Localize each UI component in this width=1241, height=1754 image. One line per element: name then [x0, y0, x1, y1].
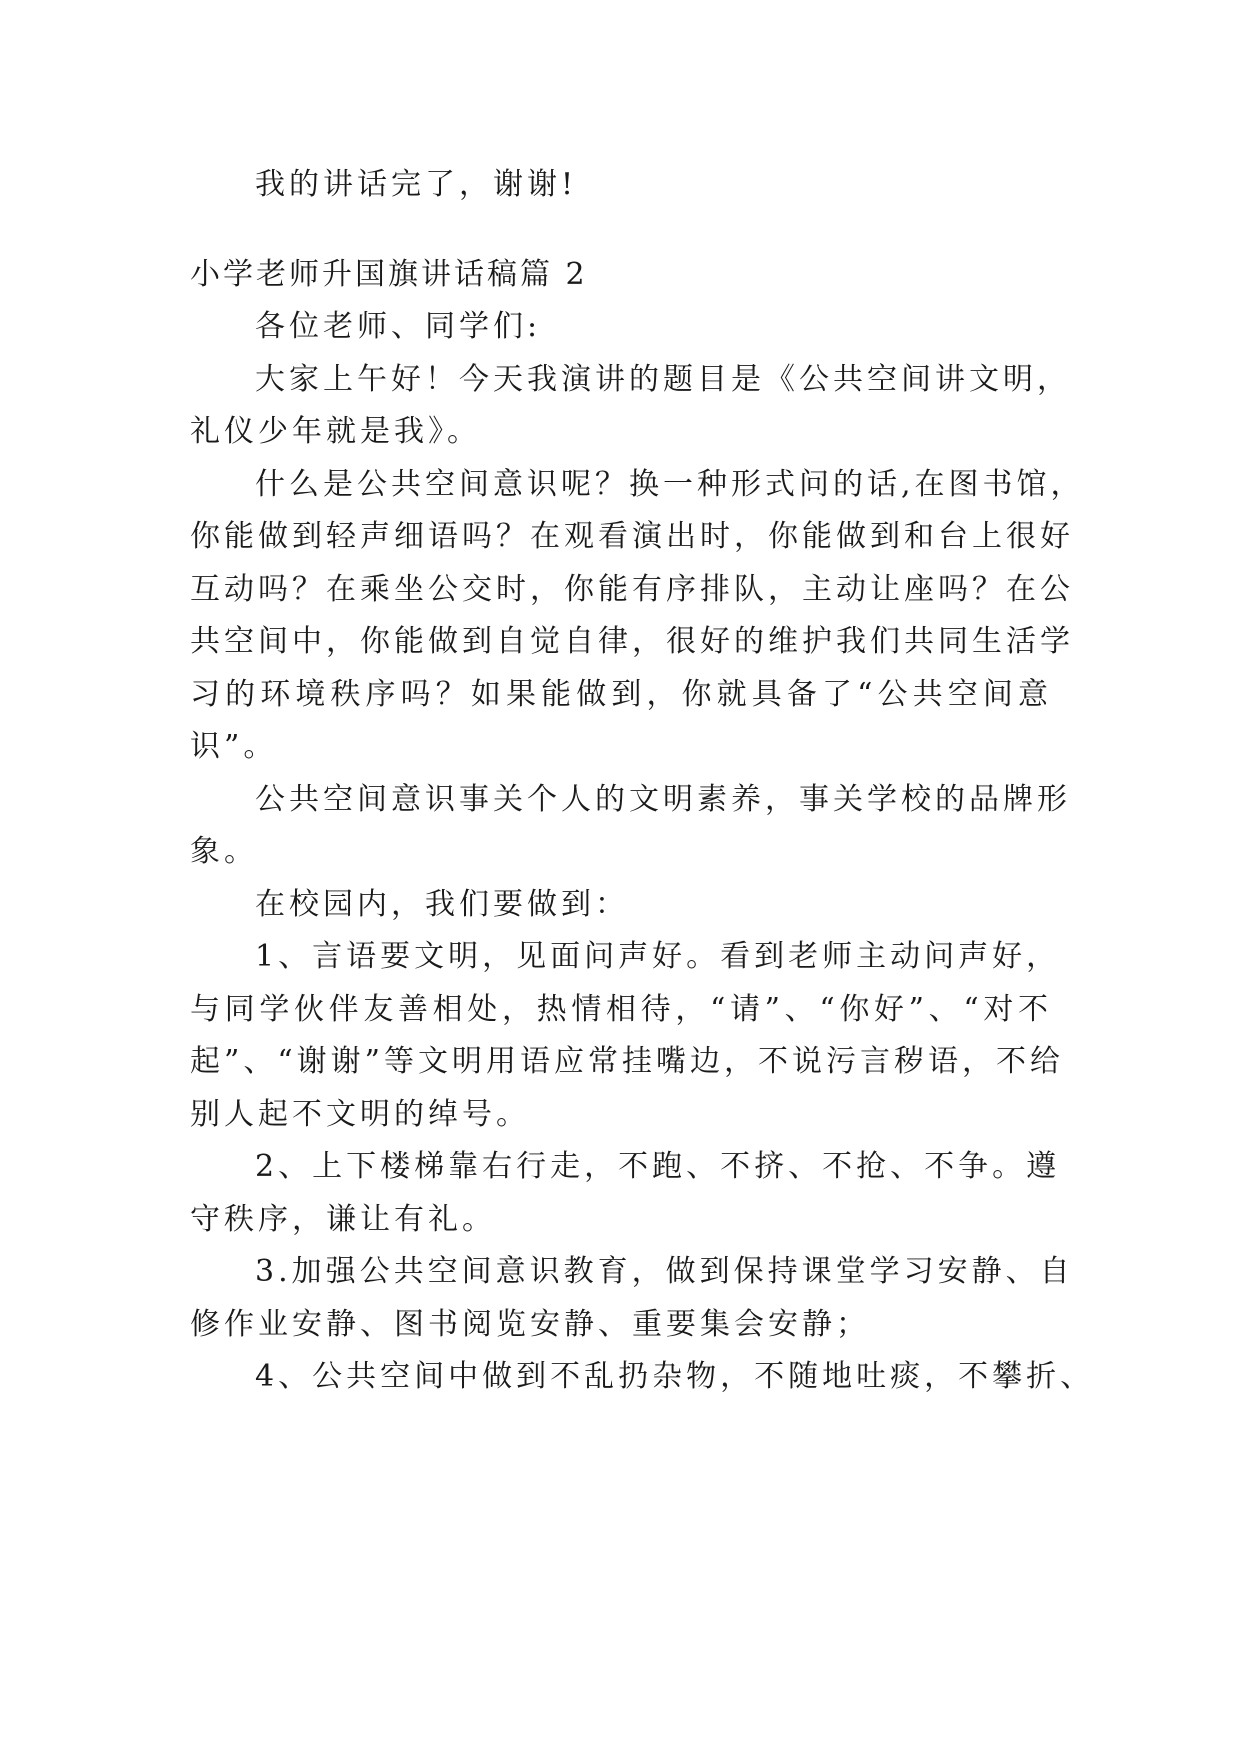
paragraph-line: 起”、“谢谢”等文明用语应常挂嘴边，不说污言秽语，不给 [190, 1044, 1065, 1079]
paragraph-line: 2、上下楼梯靠右行走，不跑、不挤、不抢、不争。遵 [255, 1149, 1061, 1184]
paragraph-line: 1、言语要文明，见面问声好。看到老师主动问声好， [255, 939, 1061, 974]
paragraph-line: 互动吗？在乘坐公交时，你能有序排队，主动让座吗？在公 [190, 572, 1074, 607]
paragraph-line: 你能做到轻声细语吗？在观看演出时，你能做到和台上很好 [190, 519, 1074, 554]
paragraph-line: 守秩序，谦让有礼。 [190, 1202, 496, 1237]
paragraph-line: 习的环境秩序吗？如果能做到，你就具备了“公共空间意 [190, 677, 1052, 712]
paragraph-line: 礼仪少年就是我》。 [190, 414, 481, 449]
paragraph-line: 共空间中，你能做到自觉自律，很好的维护我们共同生活学 [190, 624, 1074, 659]
paragraph-line: 3.加强公共空间意识教育，做到保持课堂学习安静、自 [255, 1254, 1074, 1289]
salutation: 各位老师、同学们: [255, 309, 542, 344]
paragraph-line: 在校园内，我们要做到： [255, 887, 629, 922]
paragraph-line: 大家上午好！今天我演讲的题目是《公共空间讲文明， [255, 362, 1071, 397]
section-title: 小学老师升国旗讲话稿篇 2 [190, 257, 588, 292]
paragraph-line: 4、公共空间中做到不乱扔杂物，不随地吐痰，不攀折、 [255, 1359, 1095, 1394]
paragraph-line: 识”。 [190, 729, 278, 764]
paragraph-line: 修作业安静、图书阅览安静、重要集会安静； [190, 1307, 870, 1342]
closing-line: 我的讲话完了，谢谢! [255, 167, 578, 202]
paragraph-line: 公共空间意识事关个人的文明素养，事关学校的品牌形 [255, 782, 1071, 817]
paragraph-line: 什么是公共空间意识呢？换一种形式问的话,在图书馆， [255, 467, 1085, 502]
paragraph-line: 别人起不文明的绰号。 [190, 1097, 530, 1132]
paragraph-line: 与同学伙伴友善相处，热情相待，“请”、“你好”、“对不 [190, 992, 1052, 1027]
paragraph-line: 象。 [190, 834, 258, 869]
